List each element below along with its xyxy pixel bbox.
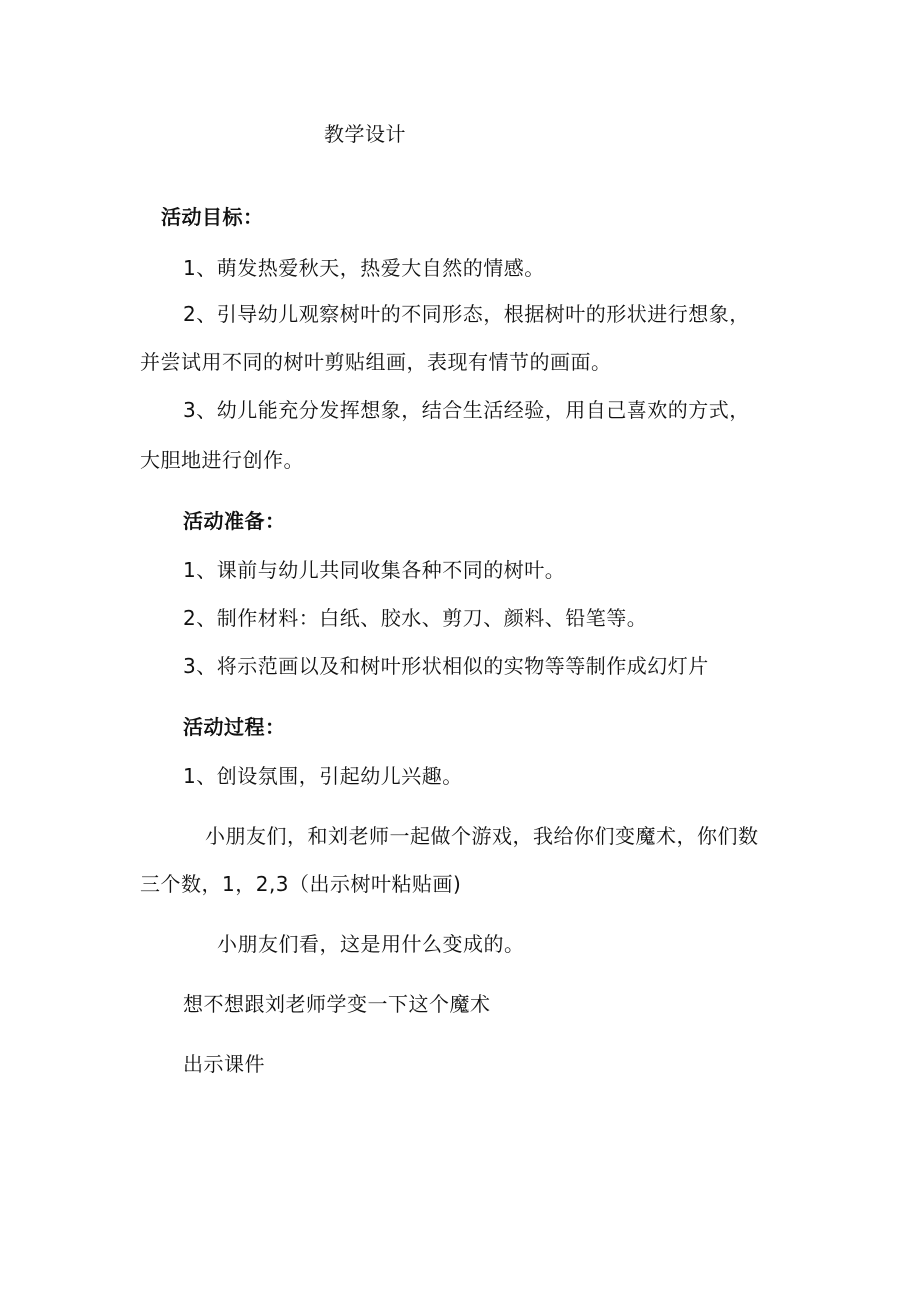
goal-item-2-line-2: 并尝试用不同的树叶剪贴组画，表现有情节的画面。 xyxy=(140,350,612,374)
preparation-item-2: 2、制作材料：白纸、胶水、剪刀、颜料、铅笔等。 xyxy=(183,606,648,630)
goal-item-2-line-1: 2、引导幼儿观察树叶的不同形态，根据树叶的形状进行想象， xyxy=(183,302,750,326)
process-paragraph-4: 出示课件 xyxy=(183,1052,265,1076)
document-title: 教学设计 xyxy=(324,122,406,146)
process-heading: 活动过程： xyxy=(183,715,286,739)
goal-item-1: 1、萌发热爱秋天，热爱大自然的情感。 xyxy=(183,256,545,280)
preparation-item-1: 1、课前与幼儿共同收集各种不同的树叶。 xyxy=(183,558,566,582)
process-item-1: 1、创设氛围，引起幼儿兴趣。 xyxy=(183,764,463,788)
preparation-heading: 活动准备： xyxy=(183,509,286,533)
preparation-item-3: 3、将示范画以及和树叶形状相似的实物等等制作成幻灯片 xyxy=(183,654,709,678)
process-paragraph-1-line-2: 三个数，1，2,3（出示树叶粘贴画) xyxy=(140,872,462,896)
process-paragraph-1-line-1: 小朋友们，和刘老师一起做个游戏，我给你们变魔术，你们数 xyxy=(205,824,759,848)
goal-item-3-line-1: 3、幼儿能充分发挥想象，结合生活经验，用自己喜欢的方式， xyxy=(183,398,750,422)
goals-heading: 活动目标： xyxy=(161,205,264,229)
process-paragraph-3: 想不想跟刘老师学变一下这个魔术 xyxy=(183,992,491,1016)
process-paragraph-2: 小朋友们看，这是用什么变成的。 xyxy=(217,932,525,956)
goal-item-3-line-2: 大胆地进行创作。 xyxy=(140,448,304,472)
